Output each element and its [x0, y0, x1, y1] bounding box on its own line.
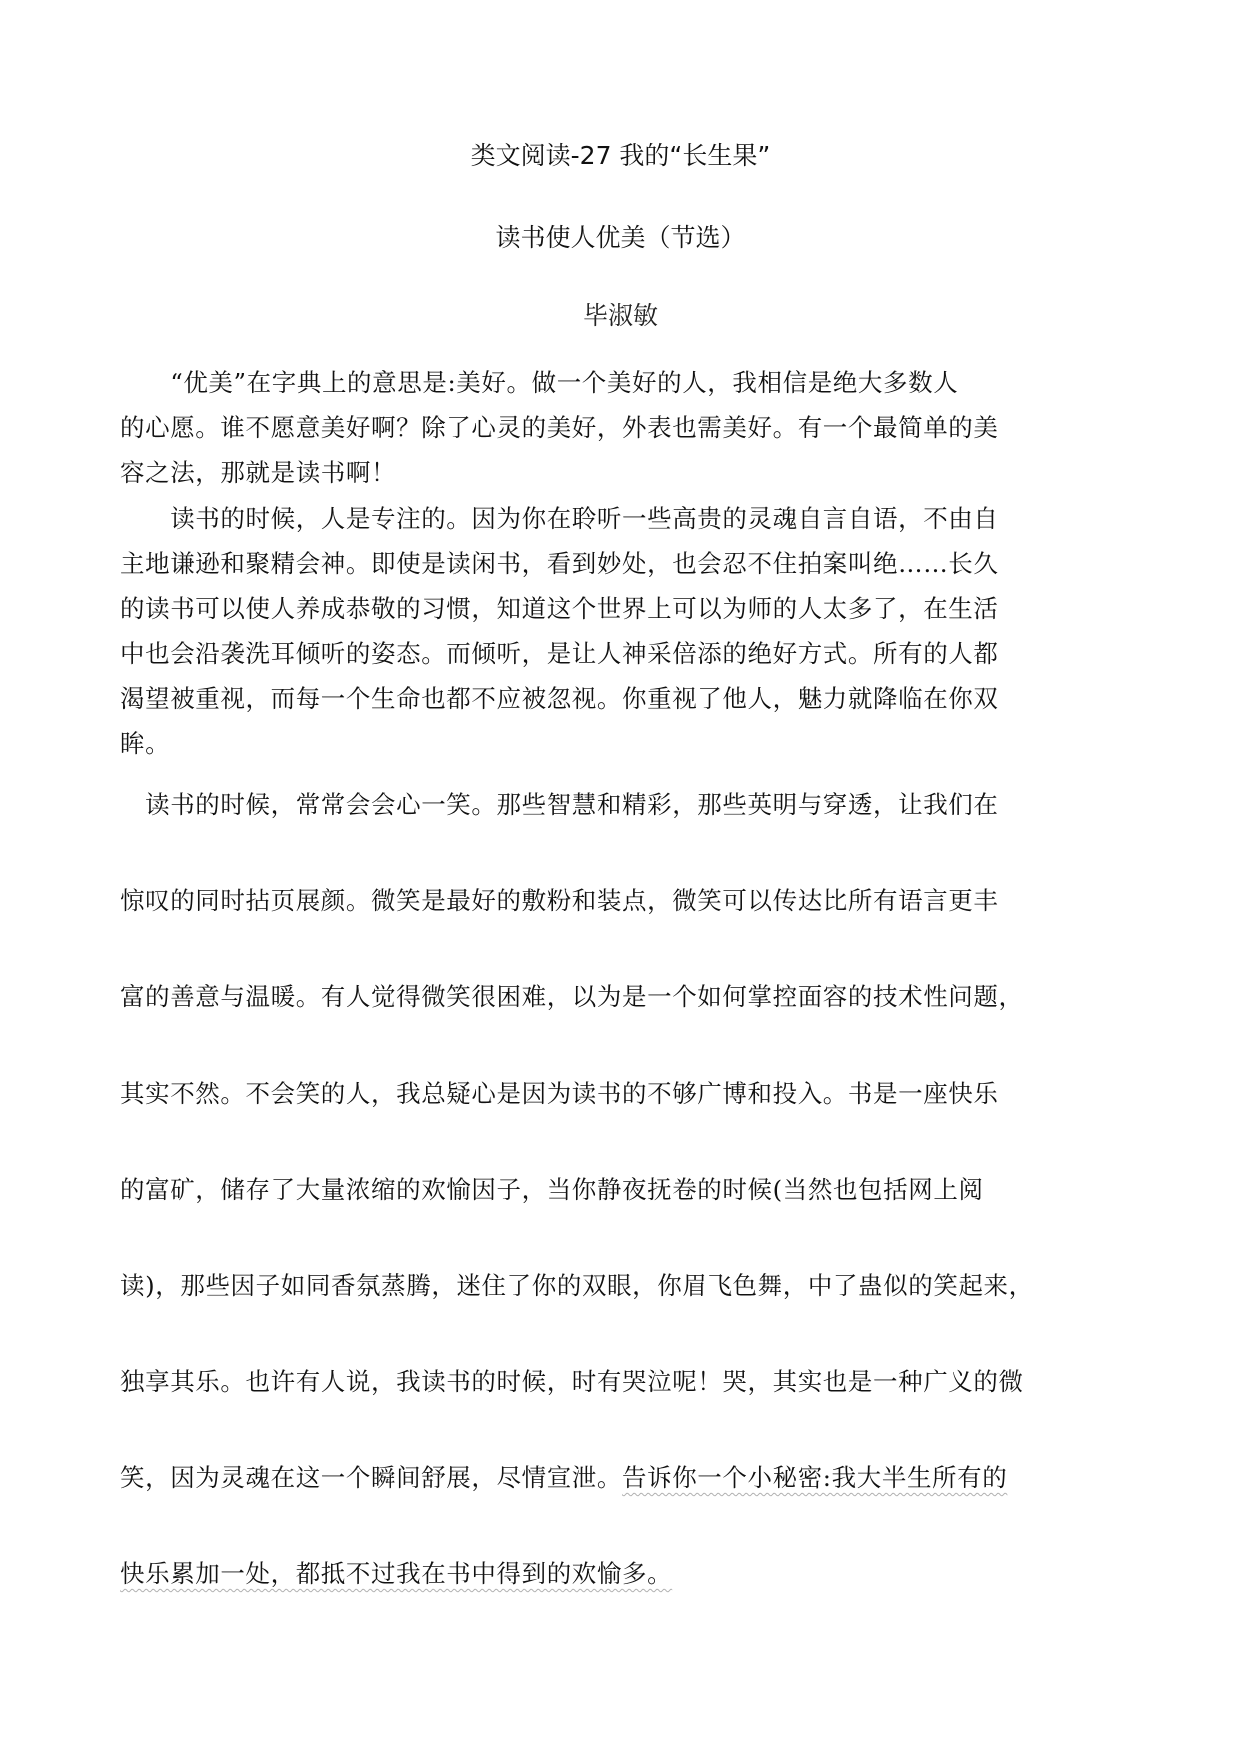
article-author: 毕淑敏 — [582, 301, 658, 330]
paragraph-line: 独享其乐。也许有人说，我读书的时候，时有哭泣呢！哭，其实也是一种广义的微 — [120, 1367, 1024, 1396]
article-title: 读书使人优美（节选） — [495, 223, 746, 252]
paragraph-line: 渴望被重视，而每一个生命也都不应被忽视。你重视了他人，魅力就降临在你双 — [120, 684, 999, 713]
paragraph-line: 主地谦逊和聚精会神。即使是读闲书，看到妙处，也会忍不住拍案叫绝……长久 — [120, 549, 999, 578]
wavy-underlined-text: 告诉你一个小秘密:我大半生所有的 — [622, 1463, 1008, 1492]
paragraph-line: 的富矿，储存了大量浓缩的欢愉因子，当你静夜抚卷的时候(当然也包括网上阅 — [120, 1175, 984, 1204]
paragraph-line: 读)，那些因子如同香氛蒸腾，迷住了你的双眼，你眉飞色舞，中了蛊似的笑起来， — [120, 1271, 1034, 1300]
wavy-underlined-text: 快乐累加一处，都抵不过我在书中得到的欢愉多。 — [120, 1559, 673, 1588]
paragraph-line: 中也会沿袭洗耳倾听的姿态。而倾听，是让人神采倍添的绝好方式。所有的人都 — [120, 639, 999, 668]
paragraph-line: 读书的时候，人是专注的。因为你在聆听一些高贵的灵魂自言自语，不由自 — [120, 504, 999, 533]
plain-text: 笑，因为灵魂在这一个瞬间舒展，尽情宣泄。 — [120, 1463, 622, 1492]
paragraph-line: 富的善意与温暖。有人觉得微笑很困难，以为是一个如何掌控面容的技术性问题， — [120, 982, 1024, 1011]
paragraph-line — [120, 1555, 1124, 1595]
paragraph-line: 其实不然。不会笑的人，我总疑心是因为读书的不够广博和投入。书是一座快乐 — [120, 1079, 999, 1108]
paragraph-line: “优美”在字典上的意思是:美好。做一个美好的人，我相信是绝大多数人 — [120, 368, 959, 397]
paragraph-line: 的心愿。谁不愿意美好啊？除了心灵的美好，外表也需美好。有一个最简单的美 — [120, 413, 999, 442]
paragraph-line: 的读书可以使人养成恭敬的习惯，知道这个世界上可以为师的人太多了，在生活 — [120, 594, 999, 623]
document-heading: 类文阅读-27 我的“长生果” — [470, 141, 771, 170]
paragraph-line: 惊叹的同时拈页展颜。微笑是最好的敷粉和装点，微笑可以传达比所有语言更丰 — [120, 886, 999, 915]
paragraph-line: 容之法，那就是读书啊！ — [120, 458, 397, 487]
paragraph-line — [120, 1459, 1124, 1499]
paragraph-line: 读书的时候，常常会会心一笑。那些智慧和精彩，那些英明与穿透，让我们在 — [120, 790, 999, 819]
paragraph-line: 眸。 — [120, 729, 171, 758]
